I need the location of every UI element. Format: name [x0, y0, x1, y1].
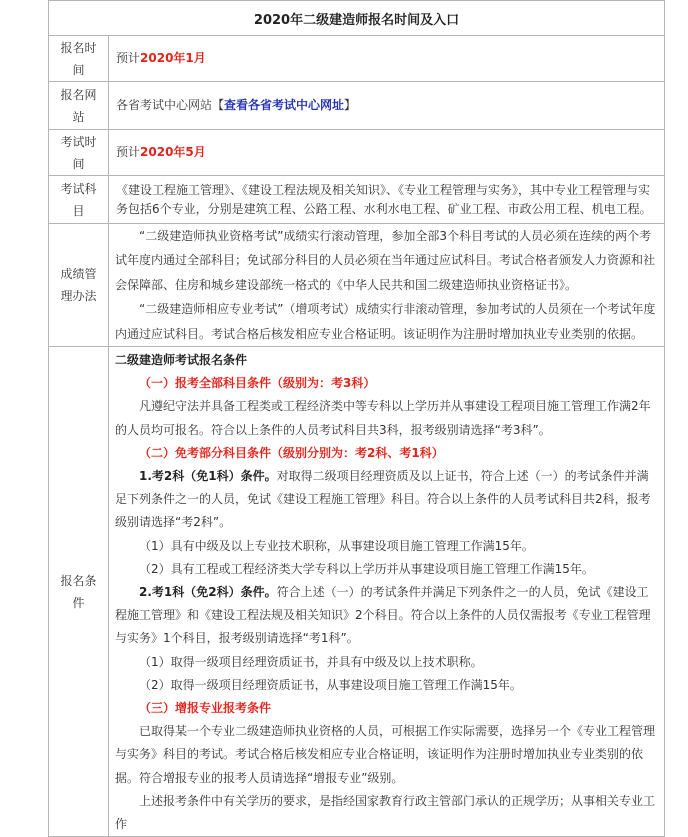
- label-signup-site: 报名网站: [49, 82, 109, 130]
- section-2b-text: 2.考1科（免2科）条件。符合上述（一）的考试条件并满足下列条件之一的人员，免试《建设工程施工管理》和《建设工程法规及相关知识》2个科目。符合以上条件的人员仅需报考《专业工程管理与实务》1个科目，报考级别请选择“考1科”。: [115, 585, 651, 646]
- conditions-heading: 二级建造师考试报名条件: [115, 353, 248, 368]
- value-signup-time: 预计2020年1月: [109, 36, 665, 82]
- management-para-1: “二级建造师执业资格考试”成绩实行滚动管理，参加全部3个科目考试的人员必须在连续的两个考试年度内通过全部科目；免试部分科目的人员必须在当年通过应试科目。考试合格者颁发人力资源和社会保障部、住房和城乡建设部统一格式的《中华人民共和国二级建造师执业资格证书》。: [115, 229, 656, 292]
- section-1-text: 凡遵纪守法并具备工程类或工程经济类中等专科以上学历并从事建设工程项目施工管理工作满2年的人员均可报名。符合以上条件的人员考试科目共3科，报考级别请选择“考3科”。: [115, 399, 651, 437]
- label-signup-time: 报名时间: [49, 36, 109, 82]
- signup-time-date: 2020年1月: [140, 51, 206, 65]
- label-conditions: 报名条件: [49, 347, 109, 837]
- section-2a-text: 1.考2科（免1科）条件。对取得二级项目经理资质及以上证书，符合上述（一）的考试条件并满足下列条件之一的人员，免试《建设工程施工管理》科目。符合以上条件的人员考试科目共2科，报考级别请选择“考2科”。: [115, 469, 651, 530]
- section-2-title: 免考部分科目条件（级别分别为：考2科、考1科）: [175, 445, 444, 460]
- section-2b-item-2: （2）取得一级项目经理资质证书，从事建设项目施工管理工作满15年。: [139, 677, 522, 692]
- section-2a-item-2: （2）具有工程或工程经济类大学专科以上学历并从事建设项目施工管理工作满15年。: [139, 561, 594, 576]
- provincial-sites-link[interactable]: 查看各省考试中心网址: [224, 98, 345, 112]
- value-signup-site: 各省考试中心网站【查看各省考试中心网址】: [109, 82, 665, 130]
- value-subjects: 《建设工程施工管理》、《建设工程法规及相关知识》、《专业工程管理与实务》，其中专业工程管理与实务包括6个专业，分别是建筑工程、公路工程、水利水电工程、矿业工程、市政公用工程、机电工程。: [109, 176, 665, 224]
- table-title: 2020年二级建造师报名时间及入口: [49, 1, 665, 36]
- label-exam-time: 考试时间: [49, 130, 109, 176]
- value-conditions: 二级建造师考试报名条件 （一）报考全部科目条件（级别为：考3科） 凡遵纪守法并具备工程类或工程经济类中等专科以上学历并从事建设工程项目施工管理工作满2年的人员均可报名。符合以上条件的人员考试科目共3科，报考级别请选择“考3科”。 （二）免考部分科目条件（级别分别为：考2科、考1科） 1.考2科（免1科）条件。对取得二级项目经理资质及以上证书，符合上述（一）的考试条件并满足下列条件之一的人员，免试《建设工程施工管理》科目。符合以上条件的人员考试科目共2科，报考级别请选择“考2科”。 （1）具有中级及以上专业技术职称，从事建设项目施工管理工作满15年。 （2）具有工程或工程经济类大学专科以上学历并从事建设项目施工管理工作满15年。 2.考1科（免2科）条件。符合上述（一）的考试条件并满足下列条件之一的人员，免试《建设工程施工管理》和《建设工程法规及相关知识》2个科目。符合以上条件的人员仅需报考《专业工程管理与实务》1个科目，报考级别请选择“考1科”。 （1）取得一级项目经理资质证书，并具有中级及以上技术职称。 （2）取得一级项目经理资质证书，从事建设项目施工管理工作满15年。 （三）增报专业报考条件 已取得某一个专业二级建造师执业资格的人员，可根据工作实际需要，选择另一个《专业工程管理与实务》科目的考试。考试合格后核发相应专业合格证明，该证明作为注册时增加执业专业类别的依据。符合增报专业的报考人员请选择“增报专业”级别。 上述报考条件中有关学历的要求，是指经国家教育行政主管部门承认的正规学历；从事相关专业工作: [109, 347, 665, 837]
- exam-time-date: 2020年5月: [140, 145, 206, 159]
- section-1-title: 报考全部科目条件（级别为：考3科）: [175, 376, 376, 391]
- label-management: 成绩管理办法: [49, 224, 109, 347]
- management-para-2: “二级建造师相应专业考试”（增项考试）成绩实行非滚动管理，参加考试的人员须在一个考试年度内通过应试科目。考试合格后核发相应专业合格证明。该证明作为注册时增加执业专业类别的依据。: [115, 302, 656, 341]
- value-exam-time: 预计2020年5月: [109, 130, 665, 176]
- section-2b-item-1: （1）取得一级项目经理资质证书，并具有中级及以上技术职称。: [139, 654, 483, 669]
- section-3-text: 已取得某一个专业二级建造师执业资格的人员，可根据工作实际需要，选择另一个《专业工程管理与实务》科目的考试。考试合格后核发相应专业合格证明，该证明作为注册时增加执业专业类别的依据。符合增报专业的报考人员请选择“增报专业”级别。: [115, 724, 656, 785]
- label-subjects: 考试科目: [49, 176, 109, 224]
- section-4-text: 上述报考条件中有关学历的要求，是指经国家教育行政主管部门承认的正规学历；从事相关专业工作: [115, 793, 656, 832]
- exam-info-table: [48, 0, 665, 837]
- section-3-title: 增报专业报考条件: [175, 701, 272, 716]
- section-2a-item-1: （1）具有中级及以上专业技术职称，从事建设项目施工管理工作满15年。: [139, 538, 534, 553]
- value-management: [109, 224, 665, 347]
